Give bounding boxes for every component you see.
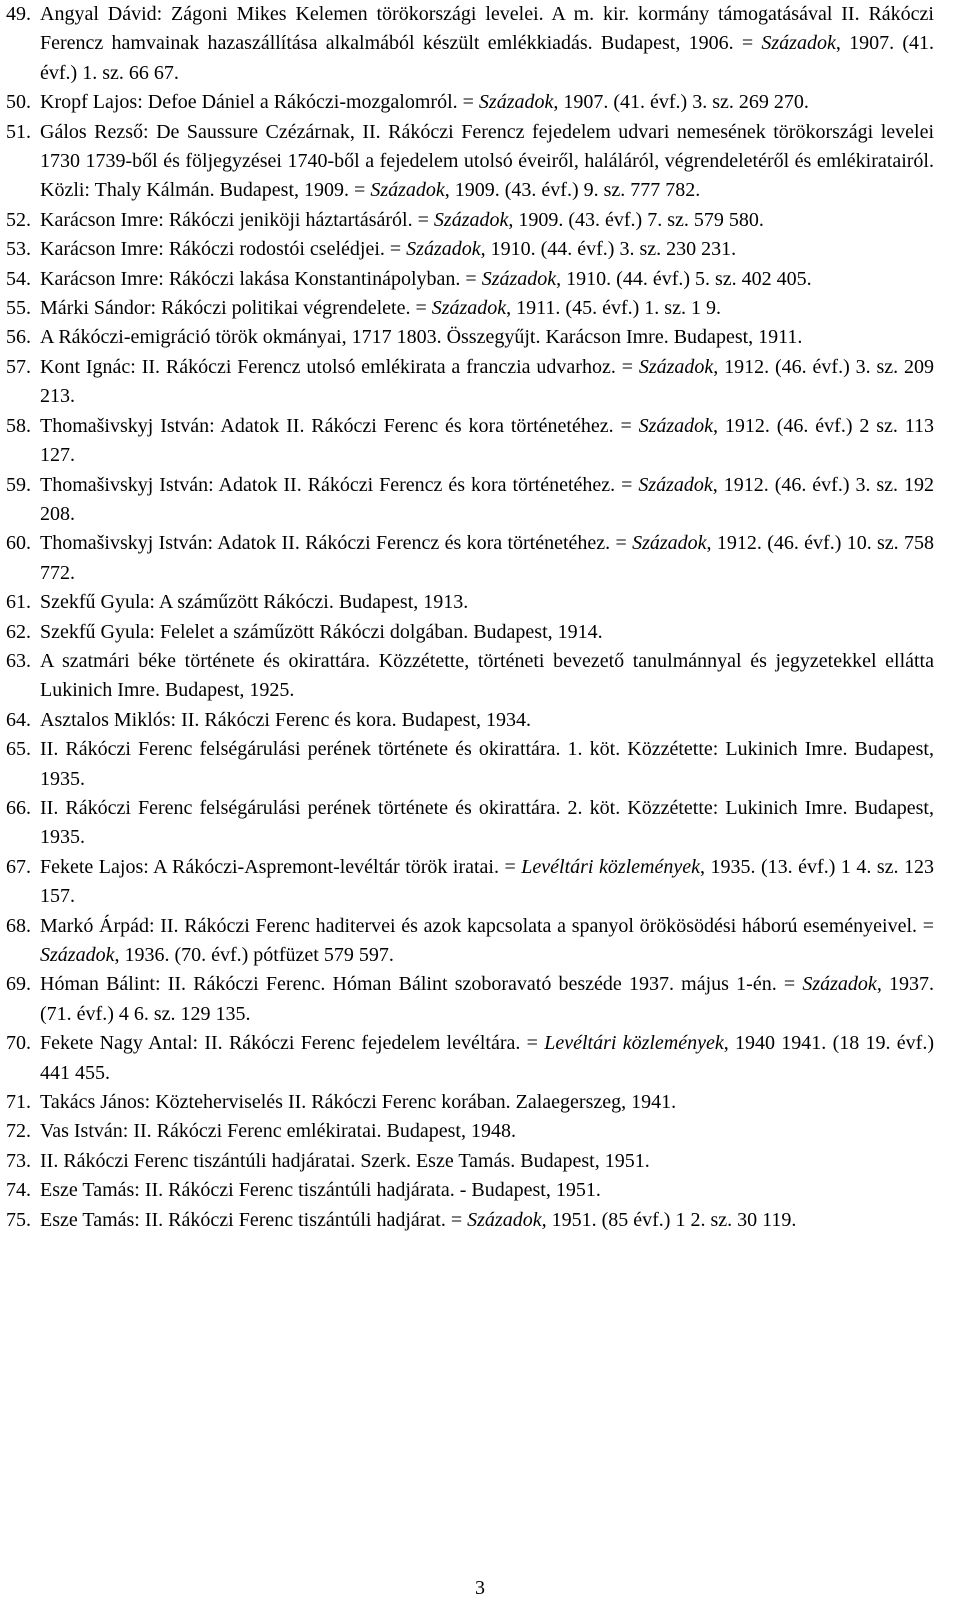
journal-title: Századok xyxy=(638,473,713,496)
entry-number: 64. xyxy=(6,708,31,731)
journal-title: Századok xyxy=(632,532,707,555)
bibliography-entry xyxy=(6,529,934,588)
entry-number: 70. xyxy=(6,1032,31,1055)
entry-text-segment: , 1936. (70. évf.) pótfüzet 579 597. xyxy=(114,944,394,966)
entry-number: 56. xyxy=(6,326,31,349)
bibliography-entry xyxy=(6,471,934,530)
entry-number: 71. xyxy=(6,1091,31,1114)
entry-number: 72. xyxy=(6,1120,31,1143)
bibliography-entry xyxy=(6,412,934,471)
bibliography-entry xyxy=(6,1117,934,1146)
entry-text-segment: Thomašivskyj István: Adatok II. Rákóczi Ferenc és kora történetéhez. = xyxy=(40,414,639,437)
entry-text xyxy=(40,0,934,88)
bibliography-entry xyxy=(6,647,934,706)
bibliography-entry xyxy=(6,235,934,264)
journal-title: Századok, xyxy=(467,1208,547,1231)
entry-text-segment: , 1911. (45. évf.) 1. sz. 1 9. xyxy=(506,297,721,320)
entry-text-segment: , 1912. (46. évf.) 10. sz. 758 772. xyxy=(40,532,934,584)
bibliography-list xyxy=(6,0,934,1235)
entry-number: 55. xyxy=(6,297,31,320)
entry-text xyxy=(40,912,934,971)
entry-number: 69. xyxy=(6,973,31,996)
entry-text-segment: Karácson Imre: Rákóczi lakása Konstantinápolyban. = xyxy=(40,267,482,290)
entry-text-segment: Angyal Dávid: Zágoni Mikes Kelemen törökországi levelei. A m. kir. kormány támogatásával II. Rákóczi Ferencz hamvainak hazaszállítása alkalmából készült emlékkiadás. Budapest, 1906. = xyxy=(40,3,934,55)
entry-text-segment: Fekete Lajos: A Rákóczi-Aspremont-levéltár török iratai. = xyxy=(40,855,522,878)
entry-text xyxy=(40,1088,934,1117)
entry-number: 67. xyxy=(6,855,31,878)
entry-text xyxy=(40,647,934,706)
entry-number: 61. xyxy=(6,591,31,614)
entry-text-segment: Vas István: II. Rákóczi Ferenc emlékiratai. Budapest, 1948. xyxy=(40,1120,516,1143)
entry-text xyxy=(40,1147,934,1176)
entry-text-segment: , 1912. (46. évf.) 2 sz. 113 127. xyxy=(40,414,934,467)
entry-text-segment: 1951. (85 évf.) 1 2. sz. 30 119. xyxy=(546,1208,797,1231)
entry-number: 65. xyxy=(6,738,31,761)
entry-text xyxy=(40,471,934,530)
bibliography-entry xyxy=(6,706,934,735)
entry-text-segment: A Rákóczi-emigráció török okmányai, 1717 1803. Összegyűjt. Karácson Imre. Budapest, 1911. xyxy=(40,326,803,349)
bibliography-entry xyxy=(6,1029,934,1088)
entry-text-segment: , 1940 1941. (18 19. évf.) 441 455. xyxy=(40,1032,934,1084)
entry-text xyxy=(40,529,934,588)
entry-text xyxy=(40,970,934,1029)
entry-number: 53. xyxy=(6,238,31,261)
entry-text-segment: Asztalos Miklós: II. Rákóczi Ferenc és kora. Budapest, 1934. xyxy=(40,708,532,731)
journal-title: Századok xyxy=(761,32,836,55)
journal-title: Századok xyxy=(433,208,509,231)
entry-text-segment: , 1907. (41. évf.) 1. sz. 66 67. xyxy=(40,32,934,84)
entry-text xyxy=(40,853,934,912)
entry-text xyxy=(40,735,934,794)
entry-text xyxy=(40,294,934,323)
entry-text-segment: Takács János: Közteherviselés II. Rákóczi Ferenc korában. Zalaegerszeg, 1941. xyxy=(40,1091,677,1114)
bibliography-entry xyxy=(6,912,934,971)
page-number: 3 xyxy=(475,1577,485,1599)
journal-title: Századok xyxy=(431,297,507,320)
entry-text-segment: Thomašivskyj István: Adatok II. Rákóczi Ferencz és kora történetéhez. = xyxy=(40,532,633,555)
entry-text xyxy=(40,1206,934,1235)
entry-number: 57. xyxy=(6,355,31,378)
bibliography-entry xyxy=(6,1206,934,1235)
bibliography-entry xyxy=(6,1147,934,1176)
entry-number: 73. xyxy=(6,1149,31,1172)
entry-text xyxy=(40,1029,934,1088)
entry-text xyxy=(40,618,934,647)
entry-text-segment: Thomašivskyj István: Adatok II. Rákóczi Ferencz és kora történetéhez. = xyxy=(40,473,639,496)
entry-text-segment: , 1909. (43. évf.) 7. sz. 579 580. xyxy=(508,208,764,231)
entry-text-segment: , 1937. (71. évf.) 4 6. sz. 129 135. xyxy=(40,973,935,1025)
journal-title: Századok xyxy=(370,179,445,202)
journal-title: Századok xyxy=(478,91,554,114)
entry-text-segment: Markó Árpád: II. Rákóczi Ferenc haditervei és azok kapcsolata a spanyol örökösödési háború eseményeivel. = xyxy=(40,914,934,937)
bibliography-entry xyxy=(6,0,934,88)
journal-title: Levéltári közlemények xyxy=(544,1032,724,1055)
bibliography-entry xyxy=(6,588,934,617)
entry-text xyxy=(40,706,934,735)
entry-number: 50. xyxy=(6,91,31,114)
entry-text xyxy=(40,323,934,352)
entry-text-segment: Fekete Nagy Antal: II. Rákóczi Ferenc fejedelem levéltára. = xyxy=(40,1032,545,1055)
bibliography-entry xyxy=(6,294,934,323)
entry-number: 66. xyxy=(6,796,31,819)
entry-text-segment: , 1935. (13. évf.) 1 4. sz. 123 157. xyxy=(40,855,934,908)
journal-title: Századok xyxy=(802,973,877,996)
entry-text-segment: Hóman Bálint: II. Rákóczi Ferenc. Hóman Bálint szoboravató beszéde 1937. május 1-én. = xyxy=(40,973,803,996)
entry-text-segment: Karácson Imre: Rákóczi rodostói cselédjei. = xyxy=(40,238,407,261)
entry-text-segment: II. Rákóczi Ferenc felségárulási perének története és okirattára. 1. köt. Közzétette: Lukinich Imre. Budapest, 1935. xyxy=(40,738,934,790)
entry-text xyxy=(40,353,934,412)
entry-text-segment: , 1910. (44. évf.) 3. sz. 230 231. xyxy=(480,238,737,261)
entry-text xyxy=(40,206,934,235)
entry-number: 51. xyxy=(6,120,31,143)
entry-text-segment: Márki Sándor: Rákóczi politikai végrendelete. = xyxy=(40,297,432,320)
entry-number: 63. xyxy=(6,649,31,672)
entry-number: 49. xyxy=(6,3,31,25)
bibliography-entry xyxy=(6,1176,934,1205)
entry-text xyxy=(40,588,934,617)
entry-text xyxy=(40,794,934,853)
bibliography-entry xyxy=(6,853,934,912)
entry-text xyxy=(40,88,934,117)
bibliography-entry xyxy=(6,618,934,647)
bibliography-entry xyxy=(6,118,934,206)
entry-text-segment: Gálos Rezső: De Saussure Czézárnak, II. Rákóczi Ferencz fejedelem udvari nemesének törökországi levelei 1730 1739-ből és följegyzései 1740-ből a fejedelem utolsó éveiről, haláláról, végrendeletéről és emlékiratairól. Közli: Thaly Kálmán. Budapest, 1909. = xyxy=(40,120,934,202)
bibliography-entry xyxy=(6,353,934,412)
entry-text xyxy=(40,265,934,294)
entry-text-segment: , 1912. (46. évf.) 3. sz. 192 208. xyxy=(40,473,934,525)
entry-number: 62. xyxy=(6,620,31,643)
entry-number: 59. xyxy=(6,473,31,496)
bibliography-entry xyxy=(6,794,934,853)
bibliography-entry xyxy=(6,88,934,117)
entry-text xyxy=(40,118,934,206)
entry-text xyxy=(40,235,934,264)
entry-number: 52. xyxy=(6,208,31,231)
bibliography-entry xyxy=(6,206,934,235)
entry-number: 58. xyxy=(6,414,31,437)
entry-text-segment: Szekfű Gyula: Felelet a száműzött Rákóczi dolgában. Budapest, 1914. xyxy=(40,620,603,643)
entry-number: 74. xyxy=(6,1179,31,1202)
entry-text-segment: , 1912. (46. évf.) 3. sz. 209 213. xyxy=(40,355,934,408)
entry-text-segment: , 1909. (43. évf.) 9. sz. 777 782. xyxy=(444,179,701,202)
entry-text xyxy=(40,1176,934,1205)
entry-text-segment: Esze Tamás: II. Rákóczi Ferenc tiszántúli hadjárat. = xyxy=(40,1208,468,1231)
entry-number: 60. xyxy=(6,532,31,555)
bibliography-entry xyxy=(6,970,934,1029)
journal-title: Századok xyxy=(406,238,481,261)
entry-text-segment: , 1910. (44. évf.) 5. sz. 402 405. xyxy=(556,267,812,290)
entry-number: 54. xyxy=(6,267,31,290)
journal-title: Századok xyxy=(40,944,115,966)
journal-title: Századok xyxy=(638,355,714,378)
entry-text-segment: Karácson Imre: Rákóczi jeniköji háztartásáról. = xyxy=(40,208,434,231)
entry-text xyxy=(40,1117,934,1146)
entry-text-segment: Szekfű Gyula: A száműzött Rákóczi. Budapest, 1913. xyxy=(40,591,469,614)
entry-text-segment: II. Rákóczi Ferenc felségárulási perének története és okirattára. 2. köt. Közzétette: Lukinich Imre. Budapest, 1935. xyxy=(40,796,934,849)
entry-text xyxy=(40,412,934,471)
journal-title: Századok xyxy=(481,267,557,290)
bibliography-entry xyxy=(6,1088,934,1117)
bibliography-entry xyxy=(6,323,934,352)
entry-text-segment: Esze Tamás: II. Rákóczi Ferenc tiszántúli hadjárata. - Budapest, 1951. xyxy=(40,1179,601,1202)
bibliography-entry xyxy=(6,735,934,794)
entry-text-segment: A szatmári béke története és okirattára. Közzétette, történeti bevezető tanulmánnyal és jegyzetekkel ellátta Lukinich Imre. Budapest, 1925. xyxy=(40,649,934,702)
entry-text-segment: Kropf Lajos: Defoe Dániel a Rákóczi-mozgalomról. = xyxy=(40,91,479,114)
entry-text-segment: Kont Ignác: II. Rákóczi Ferencz utolsó emlékirata a franczia udvarhoz. = xyxy=(40,355,639,378)
entry-number: 68. xyxy=(6,914,31,937)
entry-text-segment: , 1907. (41. évf.) 3. sz. 269 270. xyxy=(553,91,809,114)
bibliography-entry xyxy=(6,265,934,294)
journal-title: Levéltári közlemények xyxy=(521,855,701,878)
entry-number: 75. xyxy=(6,1208,31,1231)
journal-title: Századok xyxy=(638,414,714,437)
entry-text-segment: II. Rákóczi Ferenc tiszántúli hadjáratai. Szerk. Esze Tamás. Budapest, 1951. xyxy=(40,1149,650,1172)
